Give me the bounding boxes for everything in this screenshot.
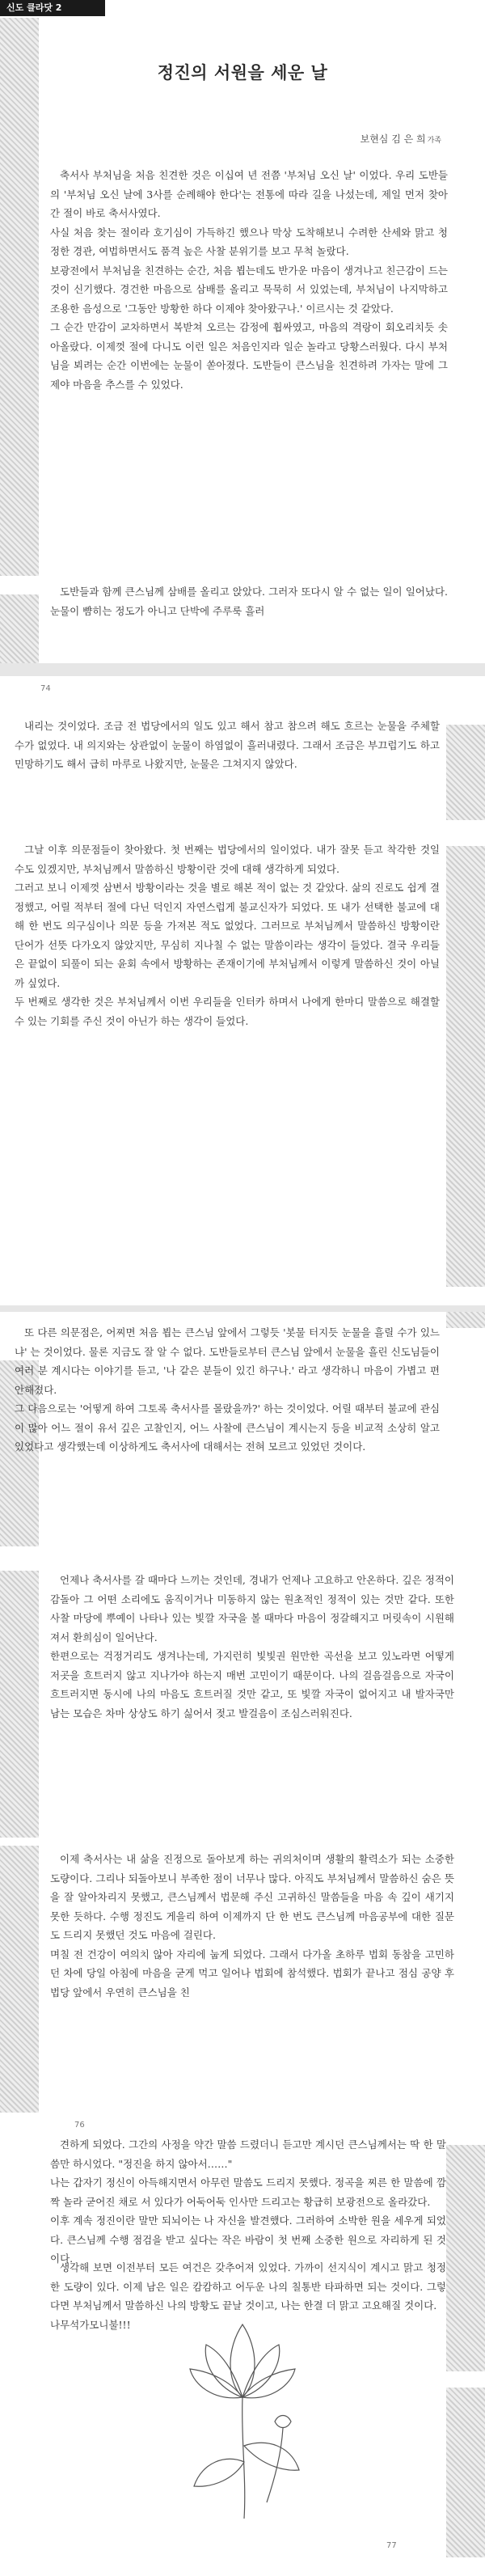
author-name: 보현심 김 은 희 xyxy=(360,133,426,145)
right-decorative-strip xyxy=(446,2145,485,2371)
author-suffix: 가족 xyxy=(427,137,441,145)
left-decorative-strip xyxy=(0,594,39,663)
paragraph: 내리는 것이었다. 조금 전 법당에서의 일도 있고 해서 참고 참으려 해도 흐르는 눈물을 주체할 수가 없었다. 내 의지와는 상관없이 눈물이 하염없이 흘러내렸다. 그래서 조금은 부끄럽기도 하고 민망하기도 해서 급히 마루로 나왔지만, 눈물은 그쳐지지 않았다. xyxy=(15,720,440,770)
page-number: 74 xyxy=(40,684,51,693)
page-one xyxy=(0,0,485,663)
paragraph: 축서사 부처님을 처음 친견한 것은 이십여 년 전쯤 '부처님 오신 날' 이었다. 우리 도반들의 '부처님 오신 날에 3사를 순례해야 한다'는 전통에 따라 길을 나섰는데, 제일 먼저 찾아간 절이 바로 축서사였다. 사실 처음 찾는 절이라 호기심이 가득하긴 했으나 막상 도착해보니 수려한 산세와 맑고 청정한 경관, 여법하면서도 품격 높은 사찰 분위기를 보고 무척 놀랐다. 보광전에서 부처님을 친견하는 순간, 처음 뵙는데도 반가운 마음이 생겨나고 친근감이 드는 것이 신기했다. 경건한 마음으로 삼배를 올리고 묵묵히 서 있었는데, 부처님이 나지막하고 조용한 음성으로 '그동안 방황한 하다 이제야 찾아왔구나.' 이르시는 것 같았다. 그 순간 만감이 교차하면서 복받쳐 오르는 감정에 휩싸였고, 마음의 격랑이 회오리치듯 솟아올랐다. 이제껏 절에 다니도 이런 일은 처음인지라 일순 놀라고 당황스러웠다. 다시 부처님을 뵈려는 순간 이번에는 눈물이 쏟아졌다. 도반들이 큰스님을 친견하려 가자는 말에 그제야 마음을 추스를 수 있었다. xyxy=(50,169,448,391)
page-number: 76 xyxy=(74,2121,85,2130)
right-decorative-strip xyxy=(446,2388,485,2557)
lotus-flower-icon xyxy=(170,2300,315,2527)
left-decorative-strip xyxy=(0,1846,39,2113)
paragraph: 이제 축서사는 내 삶을 진정으로 돌아보게 하는 귀의처이며 생활의 활력소가 되는 소중한 도량이다. 그리나 되돌아보니 부족한 점이 너무나 많다. 아직도 부처님께서 말씀하신 숨은 뜻을 잘 알아차리지 못했고, 큰스님께서 법문해 주신 고귀하신 말씀들을 마음 속 깊이 새기지 못한 듯하다. 수행 정진도 게을리 하여 이제까지 단 한 번도 큰스님께 마음공부에 대한 질문도 드리지 못했던 것도 마음에 걸린다. 며칠 전 건강이 여의치 않아 자리에 눕게 되었다. 그래서 다가올 초하루 법회 동참을 고민하던 차에 당일 아침에 마음을 굳게 먹고 일어나 법회에 참석했다. 법회가 끝나고 점심 공양 후 법당 앞에서 우연히 큰스님을 친 xyxy=(50,1853,454,1999)
paragraph: 견하게 되었다. 그간의 사정을 약간 말씀 드렸더니 듣고만 계시던 큰스님께서는 딱 한 말씀만 하시었다. "정진을 하지 않아서……" 나는 갑자기 정신이 아득해지면서 아무런 말씀도 드리지 못했다. 정곡을 찌른 한 말씀에 깜짝 놀라 굳어진 채로 서 있다가 어둑어둑 인사만 드리고는 황급히 보광전으로 올라갔다. 이후 계속 정진이란 말만 되뇌이는 나 자신을 발견했다. 그러하여 소박한 원을 세우게 되었다. 큰스님께 수행 점검을 받고 싶다는 작은 바람이 첫 번째 소중한 원으로 자리하게 된 것이다. xyxy=(50,2138,446,2265)
article-title: 정진의 서원을 세운 날 xyxy=(157,62,328,82)
right-decorative-strip xyxy=(446,1312,485,1328)
paragraph: 그날 이후 의문점들이 찾아왔다. 첫 번째는 법당에서의 일이었다. 내가 잘못 듣고 착각한 것일 수도 있겠지만, 부처님께서 말씀하신 방황이란 것에 대해 생각하게 되었다. 그러고 보니 이제껏 삼변서 방황이라는 것을 별로 해본 적이 없는 것 같았다. 삶의 진로도 쉽게 결정했고, 어릴 적부터 절에 다닌 덕인지 자연스럽게 불교신자가 되었다. 또 내가 선택한 불교에 대해 한 번도 의구심이나 의문 등을 가져본 적도 없었다. 그러므로 부처님께서 말씀하신 방황이란 단어가 선뜻 다가오지 않았지만, 무심히 지나칠 수 없는 말씀이라는 생각이 들었다. 결국 우리들은 끝없이 되풀이 되는 윤회 속에서 방황하는 존재이기에 부처님께서 이렇게 말씀하신 것이 아닐까 싶었다. 두 번째로 생각한 것은 부처님께서 이번 우리들을 인터카 하며서 나에게 한마디 말씀으로 해결할 수 있는 기회를 주신 것이 아닌가 하는 생각이 들었다. xyxy=(15,844,440,1027)
chapter-tab: 신도 클라닷 2 xyxy=(0,0,105,16)
author-byline xyxy=(361,132,441,146)
left-decorative-strip xyxy=(0,1571,39,1838)
page-number: 77 xyxy=(386,2541,397,2550)
paragraph: 또 다른 의문점은, 어찌면 처음 뵙는 큰스님 앞에서 그렇듯 '봇물 터지듯 눈물을 흘릴 수가 있느냐' 는 것이었다. 물론 지금도 잘 알 수 없다. 도반들로부터 큰스님 앞에서 눈물을 흘린 신도님들이 여러 분 계시다는 이야기를 듣고, '나 같은 분들이 있긴 하구나.' 라고 생각하니 마음이 가볍고 편안해졌다. 그 다음으로는 '어떻게 하여 그토록 축서사를 몰랐을까?' 하는 것이었다. 어릴 때부터 불교에 관심이 많아 어느 절이 유서 깊은 고찰인지, 어느 사찰에 큰스님이 계시는지 등을 비교적 소상히 알고 있었다고 생각했는데 이상하게도 축서사에 대해서는 전혀 모르고 있었던 것이다. xyxy=(15,1326,440,1453)
page-two xyxy=(0,676,485,1305)
right-decorative-strip xyxy=(446,725,485,820)
paragraph: 생각해 보면 이전부터 모든 여건은 갖추어져 있었다. 가까이 선지식이 계시고 맑고 청정한 도량이 있다. 이제 남은 일은 캄캄하고 어두운 나의 칠통반 타파하면 되는 것이다. 그렇다면 부처님께서 말씀하신 나의 방황도 끝날 것이고, 나는 한결 더 맑고 고요해질 것이다. 나무석가모니불!!! xyxy=(50,2261,446,2331)
page-three xyxy=(0,1312,485,2576)
paragraph: 도반들과 함께 큰스님께 삼배를 올리고 앉았다. 그러자 또다시 알 수 없는 일이 일어났다. 눈물이 뺨히는 정도가 아니고 단박에 주루룩 흘러 xyxy=(50,586,448,617)
left-decorative-strip xyxy=(0,18,39,576)
paragraph: 언제나 축서사를 갈 때마다 느끼는 것인데, 경내가 언제나 고요하고 안온하다. 깊은 정적이 감돌아 그 어떤 소리에도 움직이거나 미동하지 않는 원초적인 정적이 있는 것만 같다. 또한 사찰 마당에 뿌예이 나타나 있는 빛깔 자국을 볼 때마다 마음이 정갈해지고 머릿속이 시원해져서 환희심이 일어난다. 한편으로는 걱정거리도 생겨나는데, 가지런히 빛빛권 원만한 곡선을 보고 있노라면 어떻게 저곳을 흐트러지 않고 지나가야 하는지 매번 고민이기 때문이다. 나의 걸음걸음으로 자국이 흐트러지면 동시에 나의 마음도 흐트러질 것만 같고, 또 빛깔 자국이 없어지고 내 발자국만 남는 모습은 차마 상상도 하기 싫어서 젖고 발걸음이 조심스러워진다. xyxy=(50,1574,454,1719)
right-decorative-strip xyxy=(446,846,485,1287)
